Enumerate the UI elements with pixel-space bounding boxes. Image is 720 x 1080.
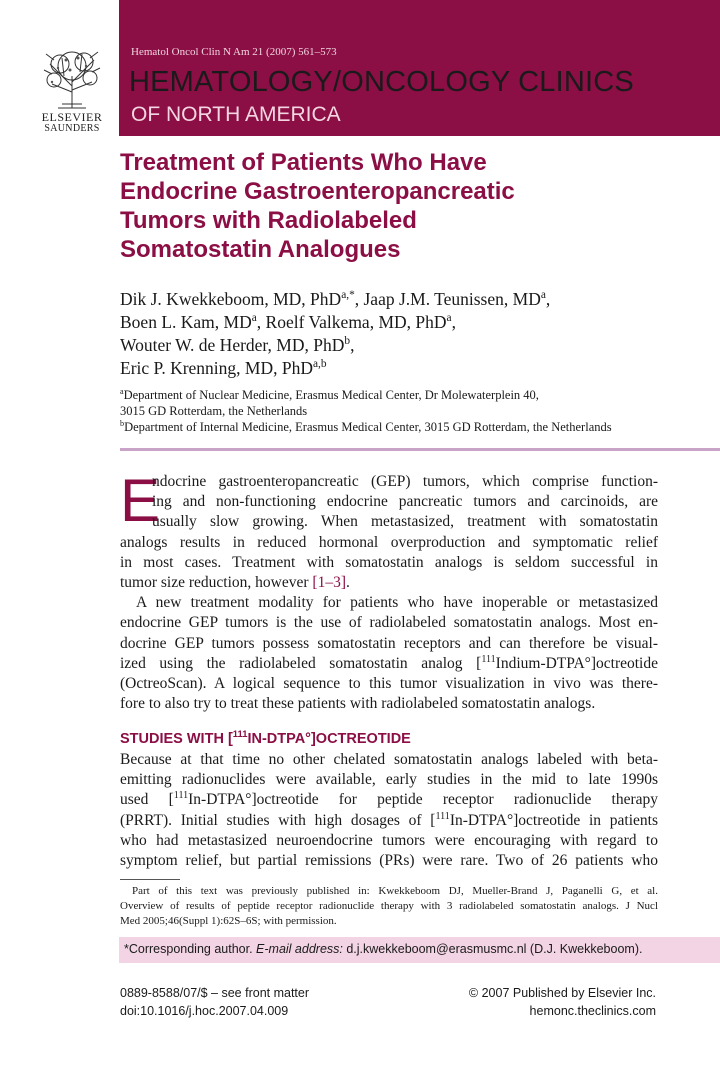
title-line: Endocrine Gastroenteropancreatic	[120, 178, 515, 205]
tree-logo-icon	[40, 46, 104, 110]
affiliation-mark: a	[120, 386, 124, 396]
section-heading	[120, 728, 411, 747]
journal-citation: Hematol Oncol Clin N Am 21 (2007) 561–573	[131, 46, 337, 58]
body-line: docrine GEP tumors possess somatostatin receptors and can therefore be visual-	[120, 634, 658, 652]
reference-link[interactable]: [1–3]	[312, 573, 346, 591]
affiliation-text: 3015 GD Rotterdam, the Netherlands	[120, 404, 308, 418]
drop-cap: E	[120, 467, 161, 534]
author-name: , Roelf Valkema, MD, PhD	[256, 312, 447, 332]
author-name: Eric P. Krenning, MD, PhD	[120, 358, 313, 378]
body-line: ndocrine gastroenteropancreatic (GEP) tumors, which comprise function-	[152, 473, 658, 490]
email-address[interactable]: d.j.kwekkeboom@erasmusmc.nl (D.J. Kwekkeboom).	[342, 942, 643, 956]
body-line: in most cases. Treatment with somatostatin analogs is seldom successful in	[120, 553, 658, 571]
heading-text: STUDIES WITH [	[120, 731, 233, 747]
footnote	[120, 884, 658, 929]
copyright-line: © 2007 Published by Elsevier Inc.	[468, 986, 656, 1000]
body-text: In-DTPA°]octreotide in patients	[449, 811, 658, 829]
section-body	[120, 750, 658, 871]
body-line: Because at that time no other chelated somatostatin analogs labeled with beta-	[120, 751, 658, 768]
heading-text: IN-DTPA°]OCTREOTIDE	[247, 731, 411, 747]
title-line: Somatostatin Analogues	[120, 236, 401, 263]
body-line: ing and non-functioning endocrine pancreatic tumors and carcinoids, are	[152, 493, 658, 511]
author-name: Boen L. Kam, MD	[120, 312, 252, 332]
website-link[interactable]: hemonc.theclinics.com	[529, 1004, 656, 1018]
isotope-superscript: 111	[435, 810, 450, 822]
author-separator: ,	[350, 335, 355, 355]
publication-info	[120, 984, 309, 1020]
isotope-superscript: 111	[481, 653, 496, 665]
body-line: who had metastasized neuroendocrine tumors were encouraging with regard to	[120, 831, 658, 849]
body-text: used [	[120, 791, 174, 809]
author-affiliation-mark: a	[540, 289, 546, 302]
footnote-line: Part of this text was previously published in: Kwekkeboom DJ, Mueller-Brand J, Paganelli G, et al.	[132, 885, 658, 897]
author-affiliation-mark: a	[446, 312, 452, 325]
author-name: , Jaap J.M. Teunissen, MD	[354, 289, 541, 309]
footnote-divider	[120, 879, 180, 880]
body-line: analogs results in reduced hormonal overproduction and symptomatic relief	[120, 533, 658, 551]
author-affiliation-mark: a,*	[341, 289, 355, 302]
logo-text-elsevier: ELSEVIER	[41, 110, 103, 124]
body-line: emitting radionuclides were available, early studies in the mid to late 1990s	[120, 771, 658, 789]
body-line: A new treatment modality for patients who have inoperable or metastasized	[136, 594, 658, 612]
affiliations	[120, 387, 700, 435]
author-list	[120, 288, 680, 380]
journal-title-line1: HEMATOLOGY/ONCOLOGY CLINICS	[129, 66, 634, 98]
body-line	[120, 790, 658, 810]
corresponding-author	[124, 942, 642, 956]
author-name: Dik J. Kwekkeboom, MD, PhD	[120, 289, 342, 309]
footnote-line: Overview of results of peptide receptor radionuclide therapy with 3 radiolabeled somatostatin analogs. J Nucl	[120, 900, 658, 912]
isotope-superscript: 111	[173, 790, 189, 802]
body-text: tumor size reduction, however	[120, 573, 313, 591]
affiliation-text: Department of Nuclear Medicine, Erasmus Medical Center, Dr Molewaterplein 40,	[123, 388, 539, 402]
elsevier-logo	[36, 46, 108, 134]
title-line: Tumors with Radiolabeled	[120, 207, 417, 234]
body-line	[120, 654, 658, 674]
copyright-info	[469, 984, 656, 1020]
logo-text-saunders: SAUNDERS	[44, 123, 100, 134]
author-affiliation-mark: a,b	[312, 358, 327, 371]
section-divider	[120, 448, 720, 451]
body-line: endocrine GEP tumors is the use of radiolabeled somatostatin analogs. Most en-	[120, 614, 658, 632]
body-line: usually slow growing. When metastasized, treatment with somatostatin	[152, 513, 658, 531]
affiliation-text: Department of Internal Medicine, Erasmus Medical Center, 3015 GD Rotterdam, the Netherlands	[124, 420, 612, 434]
issn-line: 0889-8588/07/$ – see front matter	[120, 986, 310, 1000]
author-affiliation-mark: b	[344, 335, 351, 348]
affiliation-mark: b	[120, 418, 125, 428]
email-label: E-mail address:	[256, 942, 343, 956]
author-separator: ,	[451, 312, 456, 332]
body-line: (OctreoScan). A logical sequence to this tumor visualization in vivo was there-	[120, 674, 658, 692]
journal-title-line2: OF NORTH AMERICA	[131, 103, 341, 126]
article-title	[120, 148, 680, 264]
article-body	[120, 467, 658, 714]
body-line	[120, 811, 658, 831]
footnote-line: Med 2005;46(Suppl 1):62S–6S; with permission.	[120, 915, 337, 927]
author-affiliation-mark: a	[251, 312, 257, 325]
body-text: Indium-DTPA°]octreotide	[495, 654, 658, 672]
body-text: ized using the radiolabeled somatostatin analog [	[120, 654, 482, 672]
body-text: (PRRT). Initial studies with high dosages of [	[120, 811, 436, 829]
body-text: .	[345, 573, 350, 591]
body-line: fore to also try to treat these patients with radiolabeled somatostatin analogs.	[120, 695, 596, 713]
body-text: In-DTPA°]octreotide for peptide receptor radionuclide therapy	[188, 791, 658, 809]
corresponding-label: *Corresponding author.	[124, 942, 257, 956]
doi-line[interactable]: doi:10.1016/j.hoc.2007.04.009	[120, 1004, 289, 1018]
body-line: symptom relief, but partial remissions (PRs) were rare. Two of 26 patients who	[120, 851, 658, 869]
title-line: Treatment of Patients Who Have	[120, 149, 487, 176]
isotope-superscript: 111	[232, 728, 248, 740]
author-name: Wouter W. de Herder, MD, PhD	[120, 335, 345, 355]
author-separator: ,	[545, 289, 551, 309]
body-line	[120, 573, 658, 593]
